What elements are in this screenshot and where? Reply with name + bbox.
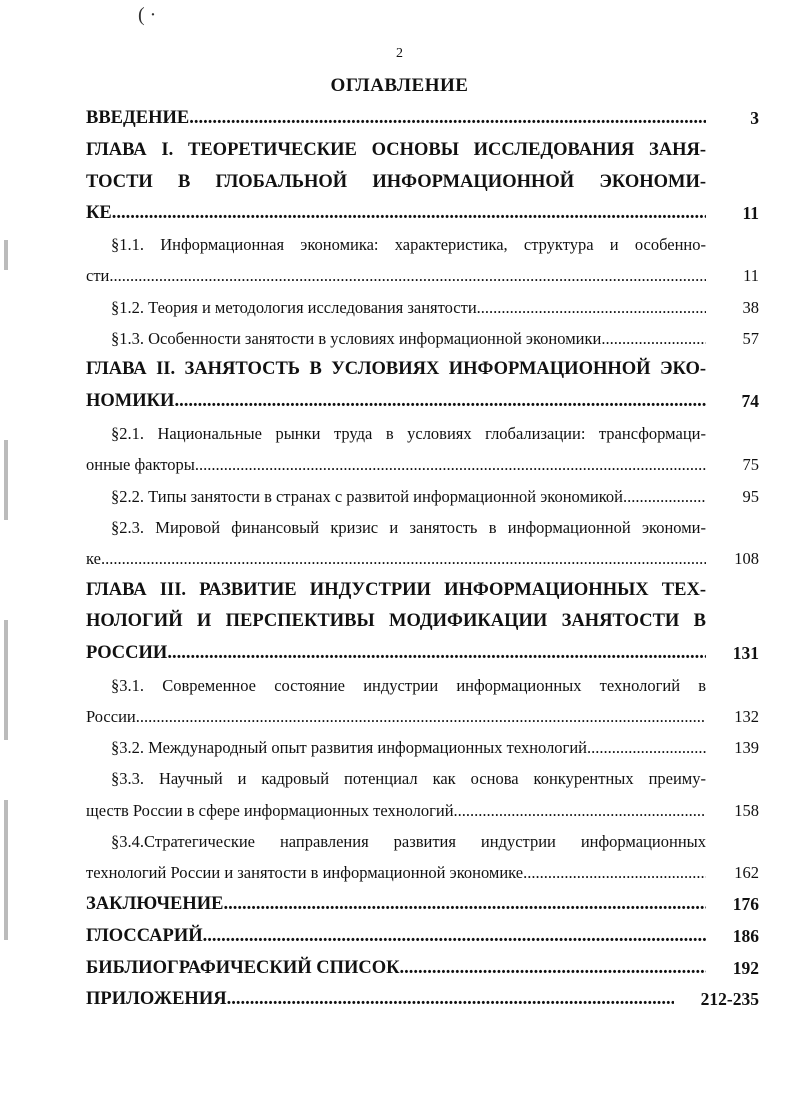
toc-entry-s33-line1[interactable]: §3.3. Научный и кадровый потенциал как основа конкурентных преиму- bbox=[111, 769, 706, 788]
scan-artifact bbox=[4, 240, 8, 270]
toc-entry-ch2-line2[interactable] bbox=[86, 386, 706, 417]
toc-entry-s21-line1[interactable]: §2.1. Национальные рынки труда в условиях глобализации: трансформаци- bbox=[111, 424, 706, 443]
entry-page: 108 bbox=[734, 549, 759, 568]
toc-entry-s31-line1[interactable]: §3.1. Современное состояние индустрии информационных технологий в bbox=[111, 676, 706, 695]
entry-page: 57 bbox=[742, 329, 759, 348]
dot-leader bbox=[227, 984, 674, 1015]
dot-leader bbox=[189, 103, 706, 134]
dot-leader bbox=[101, 543, 706, 574]
entry-text: ке bbox=[86, 549, 101, 568]
dot-leader bbox=[167, 638, 706, 669]
entry-page: 75 bbox=[742, 455, 759, 474]
toc-entry-ch3-line1[interactable]: ГЛАВА III. РАЗВИТИЕ ИНДУСТРИИ ИНФОРМАЦИОННЫХ ТЕХ- bbox=[86, 580, 706, 600]
scan-artifact bbox=[4, 800, 8, 940]
entry-text: России bbox=[86, 707, 136, 726]
entry-page: 132 bbox=[734, 707, 759, 726]
entry-text: КЕ bbox=[86, 203, 112, 223]
dot-leader bbox=[454, 795, 706, 826]
entry-page: 38 bbox=[742, 298, 759, 317]
dot-leader bbox=[174, 386, 706, 417]
entry-page: 3 bbox=[750, 108, 759, 128]
toc-entry-ch3-line2[interactable]: НОЛОГИЙ И ПЕРСПЕКТИВЫ МОДИФИКАЦИИ ЗАНЯТОСТИ В bbox=[86, 611, 706, 631]
toc-entry-s34-line2[interactable] bbox=[86, 857, 706, 888]
toc-entry-glossary[interactable] bbox=[86, 921, 706, 952]
entry-text: БИБЛИОГРАФИЧЕСКИЙ СПИСОК bbox=[86, 958, 400, 978]
dot-leader bbox=[203, 921, 706, 952]
entry-text: НОМИКИ bbox=[86, 391, 175, 411]
entry-page: 186 bbox=[732, 926, 759, 946]
page-title: ОГЛАВЛЕНИЕ bbox=[330, 75, 469, 96]
page-number: 2 bbox=[396, 46, 403, 61]
entry-text: §1.3. Особенности занятости в условиях информационной экономики bbox=[111, 329, 602, 348]
entry-page: 11 bbox=[742, 203, 759, 223]
scan-artifact bbox=[4, 440, 8, 520]
toc-entry-s23-line2[interactable] bbox=[86, 543, 706, 574]
entry-page: 212-235 bbox=[700, 989, 759, 1009]
dot-leader bbox=[224, 889, 707, 920]
toc-entry-s22[interactable] bbox=[111, 481, 706, 512]
toc-entry-ch3-line3[interactable] bbox=[86, 638, 706, 669]
toc-entry-ch2-line1[interactable]: ГЛАВА II. ЗАНЯТОСТЬ В УСЛОВИЯХ ИНФОРМАЦИОННОЙ ЭКО- bbox=[86, 359, 706, 379]
entry-text: ществ России в сфере информационных технологий bbox=[86, 801, 454, 820]
dot-leader bbox=[477, 292, 706, 323]
entry-page: 176 bbox=[732, 894, 759, 914]
entry-page: 158 bbox=[734, 801, 759, 820]
toc-entry-intro[interactable] bbox=[86, 103, 706, 134]
entry-text: ЗАКЛЮЧЕНИЕ bbox=[86, 894, 224, 914]
toc-entry-s21-line2[interactable] bbox=[86, 449, 706, 480]
dot-leader bbox=[195, 449, 706, 480]
entry-page: 74 bbox=[741, 391, 759, 411]
dot-leader bbox=[112, 198, 706, 229]
entry-text: ВВЕДЕНИЕ bbox=[86, 108, 190, 128]
entry-text: ГЛОССАРИЙ bbox=[86, 926, 203, 946]
toc-entry-s34-line1[interactable]: §3.4.Стратегические направления развития индустрии информационных bbox=[111, 832, 706, 851]
toc-entry-ch1-line3[interactable] bbox=[86, 198, 706, 229]
toc-entry-bibliography[interactable] bbox=[86, 953, 706, 984]
entry-page: 192 bbox=[732, 958, 759, 978]
toc-entry-s12[interactable] bbox=[111, 292, 706, 323]
toc-entry-s33-line2[interactable] bbox=[86, 795, 706, 826]
entry-page: 139 bbox=[734, 738, 759, 757]
entry-page: 131 bbox=[732, 643, 759, 663]
toc-entry-s13[interactable] bbox=[111, 323, 706, 354]
entry-text: онные факторы bbox=[86, 455, 195, 474]
entry-text: сти bbox=[86, 266, 110, 285]
entry-text: §2.2. Типы занятости в странах с развитой информационной экономикой bbox=[111, 487, 624, 506]
scan-artifact bbox=[4, 620, 8, 740]
dot-leader bbox=[136, 701, 706, 732]
toc-entry-ch1-line1[interactable]: ГЛАВА I. ТЕОРЕТИЧЕСКИЕ ОСНОВЫ ИССЛЕДОВАНИЯ ЗАНЯ- bbox=[86, 140, 706, 160]
dot-leader bbox=[523, 857, 706, 888]
toc-entry-s23-line1[interactable]: §2.3. Мировой финансовый кризис и занятость в информационной экономи- bbox=[111, 518, 706, 537]
entry-text: РОССИИ bbox=[86, 643, 168, 663]
dot-leader bbox=[109, 260, 706, 291]
toc-entry-ch1-line2[interactable]: ТОСТИ В ГЛОБАЛЬНОЙ ИНФОРМАЦИОННОЙ ЭКОНОМИ- bbox=[86, 172, 706, 192]
handwritten-mark: ( · bbox=[138, 4, 157, 26]
entry-page: 11 bbox=[743, 266, 759, 285]
toc-entry-s31-line2[interactable] bbox=[86, 701, 706, 732]
dot-leader bbox=[400, 953, 706, 984]
toc-entry-s11-line2[interactable] bbox=[86, 260, 706, 291]
entry-text: §3.2. Международный опыт развития информационных технологий bbox=[111, 738, 587, 757]
toc-entry-s11-line1[interactable]: §1.1. Информационная экономика: характеристика, структура и особенно- bbox=[111, 235, 706, 254]
toc-entry-s32[interactable] bbox=[111, 732, 706, 763]
toc-entry-conclusion[interactable] bbox=[86, 889, 706, 920]
toc-entry-appendix[interactable] bbox=[86, 984, 674, 1015]
entry-page: 162 bbox=[734, 863, 759, 882]
entry-text: §1.2. Теория и методология исследования занятости bbox=[111, 298, 477, 317]
entry-page: 95 bbox=[742, 487, 759, 506]
entry-text: ПРИЛОЖЕНИЯ bbox=[86, 989, 227, 1009]
entry-text: технологий России и занятости в информационной экономике bbox=[86, 863, 524, 882]
